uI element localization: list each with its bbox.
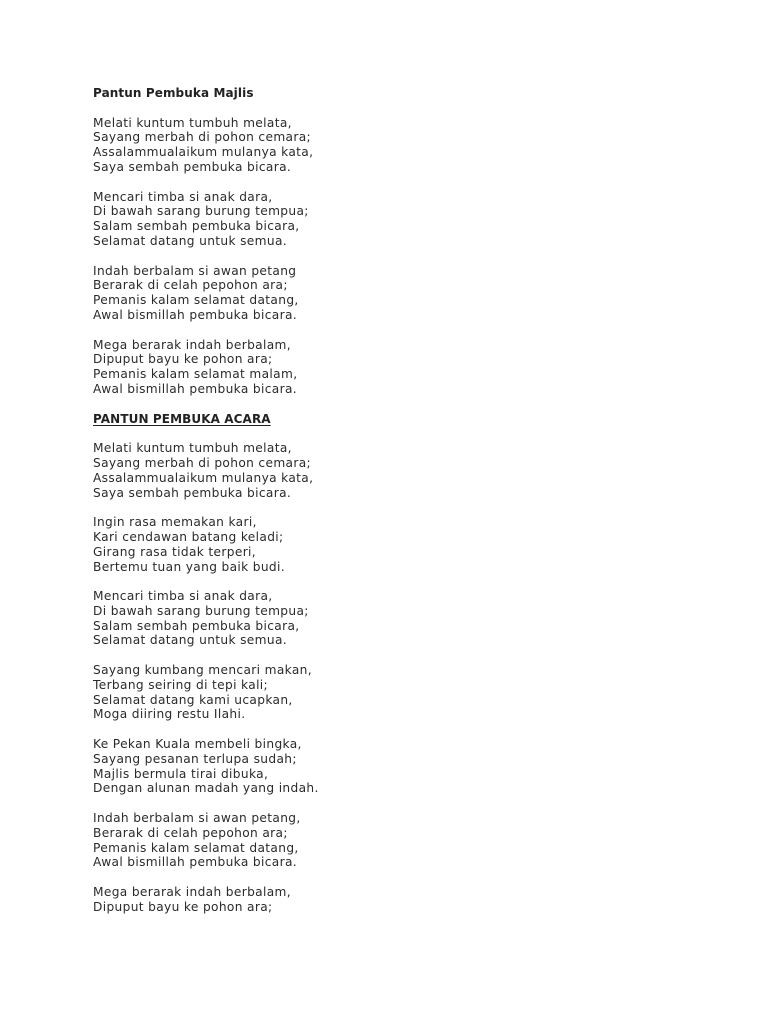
- verse-line: Ingin rasa memakan kari,: [93, 515, 257, 530]
- verse-line: Sayang merbah di pohon cemara;: [93, 130, 311, 145]
- stanza: [93, 338, 713, 397]
- verse-line: Sayang pesanan terlupa sudah;: [93, 751, 297, 766]
- stanza: [93, 190, 713, 249]
- verse-line: Salam sembah pembuka bicara,: [93, 618, 300, 633]
- document-page: [93, 86, 713, 929]
- verse-line: Mencari timba si anak dara,: [93, 589, 273, 604]
- verse-line: Mega berarak indah berbalam,: [93, 337, 291, 352]
- verse-line: Sayang kumbang mencari makan,: [93, 663, 312, 678]
- verse-line: Berarak di celah pepohon ara;: [93, 825, 288, 840]
- verse-line: Selamat datang kami ucapkan,: [93, 692, 293, 707]
- verse-line: Dengan alunan madah yang indah.: [93, 781, 319, 796]
- stanza: [93, 441, 713, 500]
- verse-line: Pemanis kalam selamat datang,: [93, 840, 299, 855]
- section-pantun-pembuka-majlis: [93, 86, 713, 397]
- verse-line: Selamat datang untuk semua.: [93, 633, 287, 648]
- verse-line: Berarak di celah pepohon ara;: [93, 278, 288, 293]
- stanza: [93, 885, 713, 915]
- verse-line: Girang rasa tidak terperi,: [93, 544, 257, 559]
- verse-line: Terbang seiring di tepi kali;: [93, 677, 268, 692]
- verse-line: Assalammualaikum mulanya kata,: [93, 145, 314, 160]
- stanza: [93, 264, 713, 323]
- section-title: PANTUN PEMBUKA ACARA: [93, 411, 271, 426]
- verse-line: Bertemu tuan yang baik budi.: [93, 559, 285, 574]
- verse-line: Moga diiring restu Ilahi.: [93, 707, 246, 722]
- stanza: [93, 811, 713, 870]
- stanza: [93, 589, 713, 648]
- verse-line: Indah berbalam si awan petang,: [93, 811, 301, 826]
- section-pantun-pembuka-acara: [93, 412, 713, 915]
- verse-line: Awal bismillah pembuka bicara.: [93, 855, 298, 870]
- verse-line: Awal bismillah pembuka bicara.: [93, 307, 298, 322]
- verse-line: Majlis bermula tirai dibuka,: [93, 766, 269, 781]
- verse-line: Di bawah sarang burung tempua;: [93, 603, 309, 618]
- verse-line: Awal bismillah pembuka bicara.: [93, 381, 298, 396]
- stanza: [93, 515, 713, 574]
- verse-line: Pemanis kalam selamat malam,: [93, 367, 298, 382]
- verse-line: Dipuput bayu ke pohon ara;: [93, 899, 273, 914]
- verse-line: Saya sembah pembuka bicara.: [93, 485, 292, 500]
- verse-line: Indah berbalam si awan petang: [93, 263, 297, 278]
- stanza: [93, 737, 713, 796]
- section-title: Pantun Pembuka Majlis: [93, 86, 254, 100]
- verse-line: Mencari timba si anak dara,: [93, 189, 273, 204]
- verse-line: Di bawah sarang burung tempua;: [93, 204, 309, 219]
- verse-line: Pemanis kalam selamat datang,: [93, 293, 299, 308]
- verse-line: Mega berarak indah berbalam,: [93, 885, 291, 900]
- verse-line: Assalammualaikum mulanya kata,: [93, 470, 314, 485]
- verse-line: Melati kuntum tumbuh melata,: [93, 441, 292, 456]
- stanza: [93, 663, 713, 722]
- verse-line: Kari cendawan batang keladi;: [93, 529, 284, 544]
- stanza: [93, 116, 713, 175]
- verse-line: Saya sembah pembuka bicara.: [93, 159, 292, 174]
- verse-line: Ke Pekan Kuala membeli bingka,: [93, 737, 302, 752]
- verse-line: Selamat datang untuk semua.: [93, 233, 287, 248]
- verse-line: Sayang merbah di pohon cemara;: [93, 455, 311, 470]
- verse-line: Dipuput bayu ke pohon ara;: [93, 352, 273, 367]
- verse-line: Salam sembah pembuka bicara,: [93, 219, 300, 234]
- verse-line: Melati kuntum tumbuh melata,: [93, 115, 292, 130]
